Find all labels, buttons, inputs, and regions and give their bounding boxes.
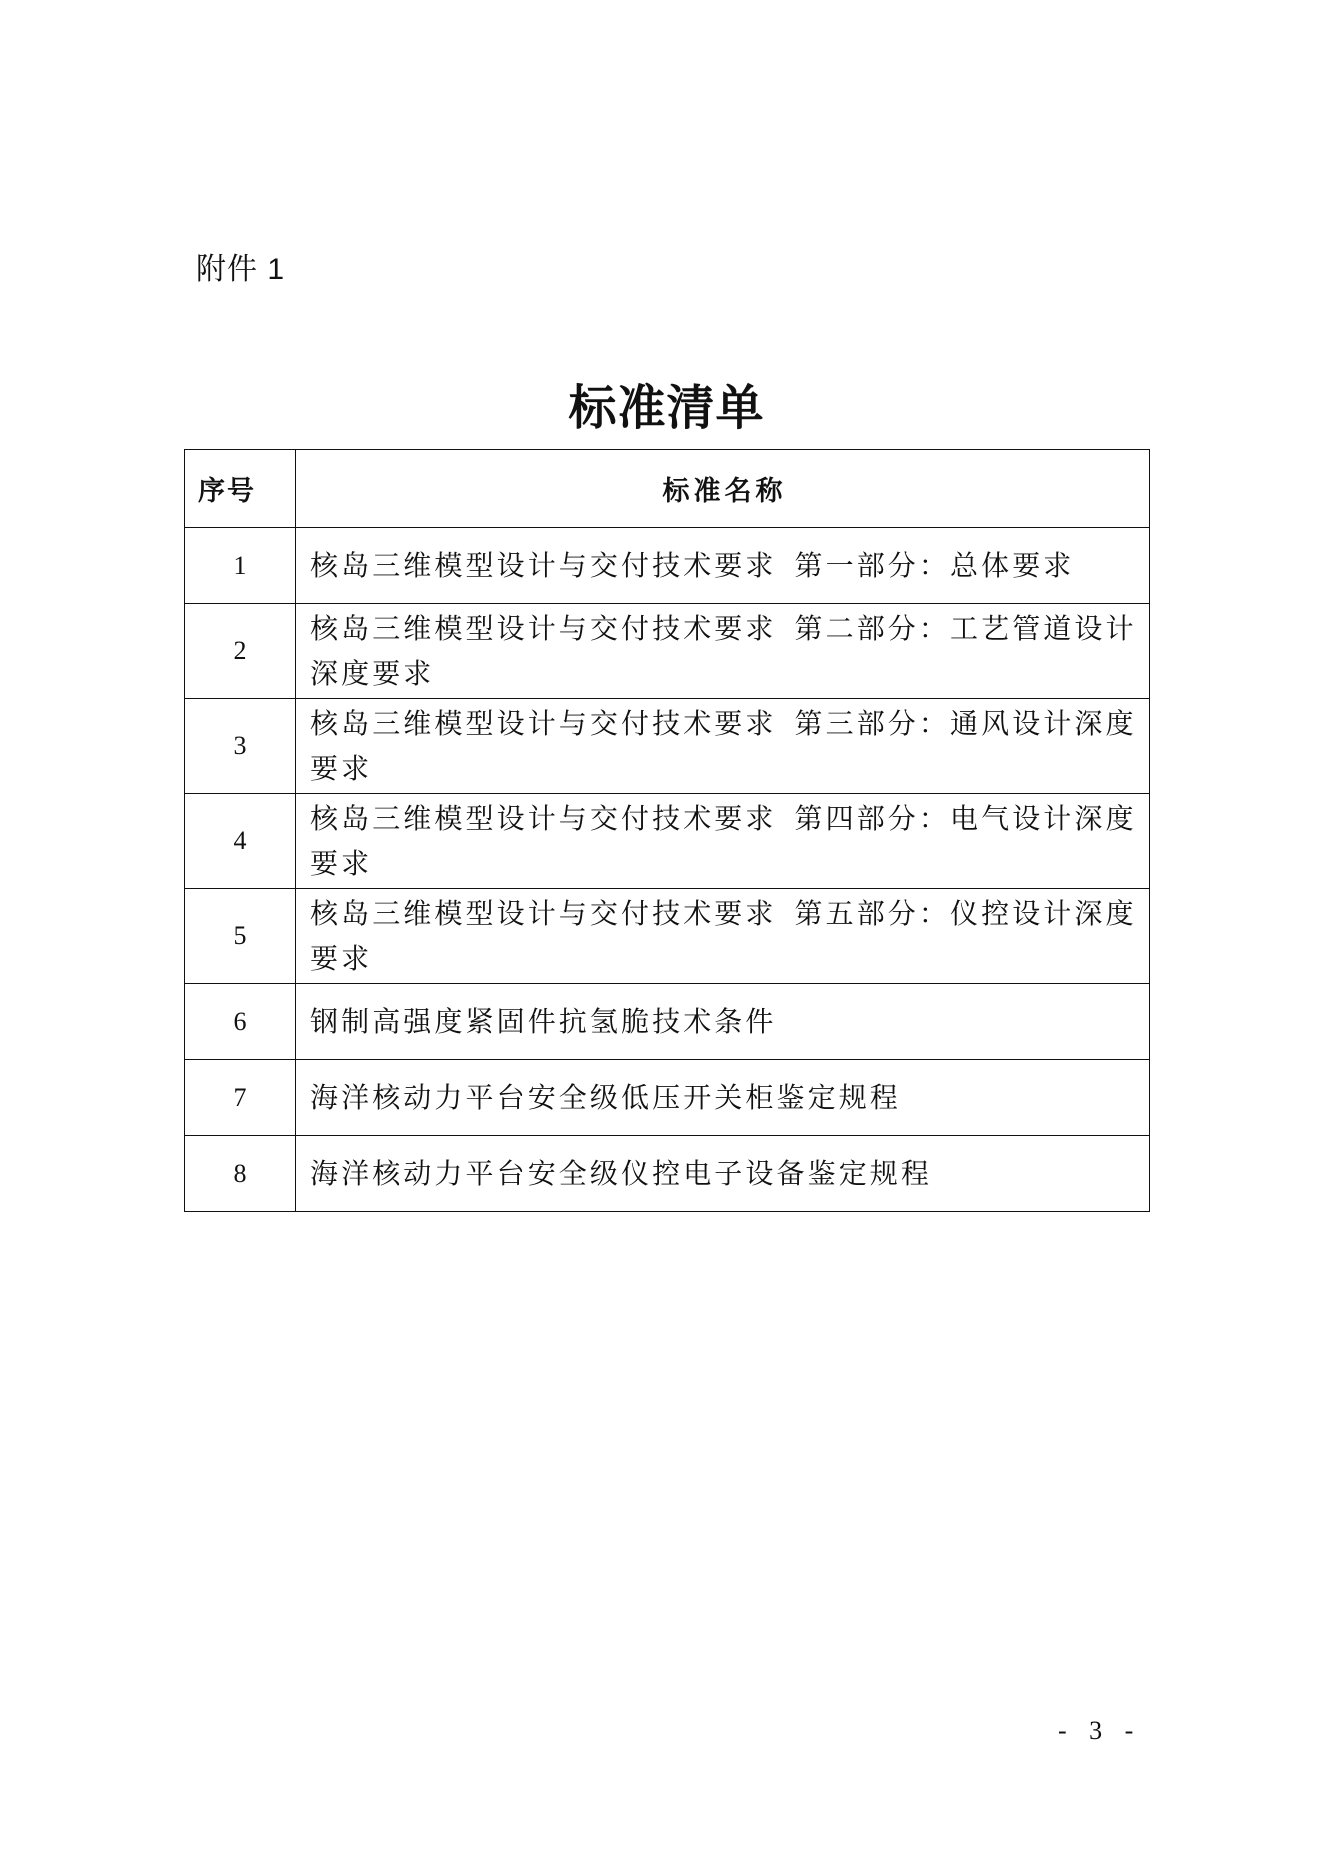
row-number: 7 <box>185 1060 296 1136</box>
page-number: - 3 - <box>1058 1716 1142 1745</box>
table-row <box>185 699 1150 794</box>
standards-table <box>184 449 1150 1212</box>
table-row <box>185 794 1150 889</box>
page-title: 标准清单 <box>568 380 765 436</box>
standard-name: 钢制高强度紧固件抗氢脆技术条件 <box>296 984 1150 1060</box>
standard-name: 海洋核动力平台安全级低压开关柜鉴定规程 <box>296 1060 1150 1136</box>
row-number: 4 <box>185 794 296 889</box>
row-number: 3 <box>185 699 296 794</box>
header-name: 标准名称 <box>296 450 1150 528</box>
row-number: 6 <box>185 984 296 1060</box>
table-row <box>185 984 1150 1060</box>
table-row <box>185 528 1150 604</box>
row-number: 8 <box>185 1136 296 1212</box>
header-number: 序号 <box>185 450 296 528</box>
standard-name: 核岛三维模型设计与交付技术要求 第五部分：仪控设计深度要求 <box>296 889 1150 984</box>
standard-name: 核岛三维模型设计与交付技术要求 第三部分：通风设计深度要求 <box>296 699 1150 794</box>
table-row <box>185 889 1150 984</box>
table-row <box>185 1060 1150 1136</box>
row-number: 1 <box>185 528 296 604</box>
table-header-row <box>185 450 1150 528</box>
row-number: 5 <box>185 889 296 984</box>
row-number: 2 <box>185 604 296 699</box>
attachment-label: 附件 1 <box>196 253 286 286</box>
standard-name: 核岛三维模型设计与交付技术要求 第四部分：电气设计深度要求 <box>296 794 1150 889</box>
standard-name: 海洋核动力平台安全级仪控电子设备鉴定规程 <box>296 1136 1150 1212</box>
table-row <box>185 604 1150 699</box>
standard-name: 核岛三维模型设计与交付技术要求 第一部分：总体要求 <box>296 528 1150 604</box>
table-row <box>185 1136 1150 1212</box>
standard-name: 核岛三维模型设计与交付技术要求 第二部分：工艺管道设计深度要求 <box>296 604 1150 699</box>
